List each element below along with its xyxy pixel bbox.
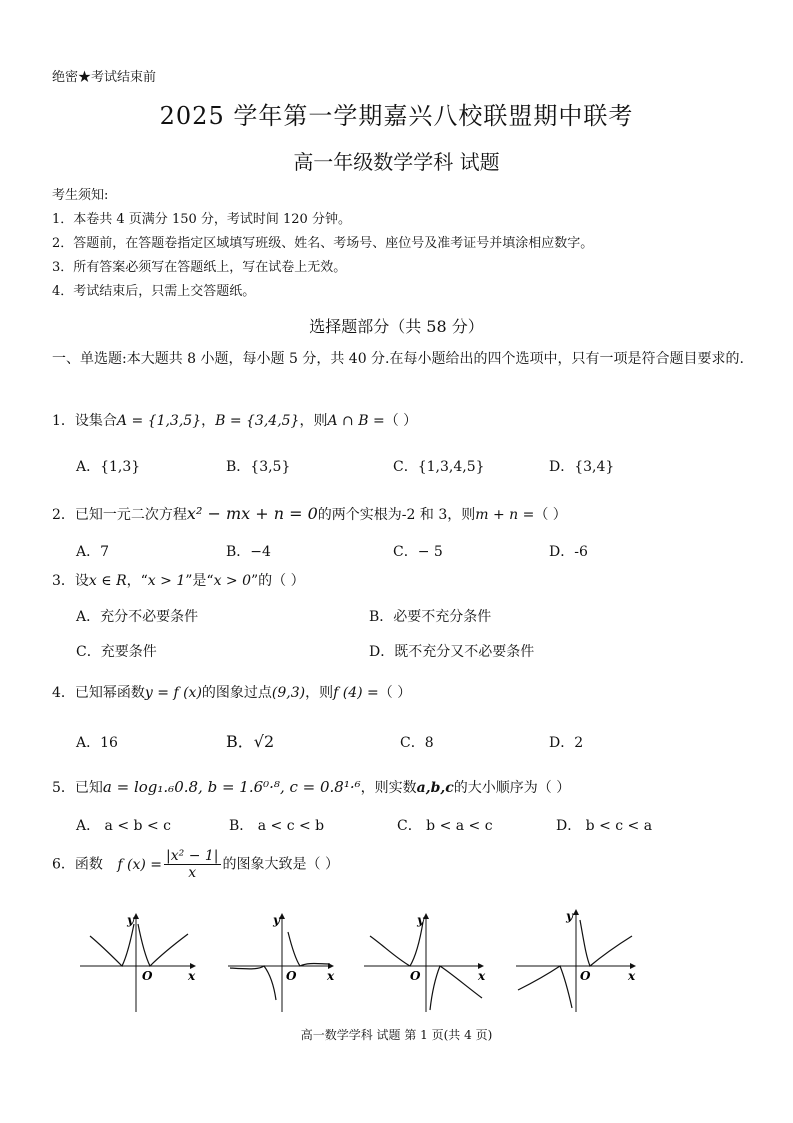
section-intro: 一、单选题:本大题共 8 小题，每小题 5 分，共 40 分.在每小题给出的四个选项中，只有一项是符合题目要求的. xyxy=(52,351,744,367)
answer-paren: （ ） xyxy=(384,413,418,429)
separator: ， xyxy=(201,413,216,429)
option-a[interactable]: A．7 xyxy=(76,544,110,560)
math-expression: B = {3,4,5} xyxy=(215,413,300,429)
fraction-numerator: |x² − 1| xyxy=(166,848,219,864)
question-number: 4． xyxy=(52,685,75,701)
option-d[interactable]: D．-6 xyxy=(549,544,588,560)
option-b[interactable]: B． a < c < b xyxy=(229,818,325,834)
curve-left xyxy=(518,966,572,1008)
fraction xyxy=(164,848,220,881)
option-b[interactable]: B．−4 xyxy=(226,544,271,560)
question-6 xyxy=(52,848,339,881)
curve-right xyxy=(288,932,330,966)
question-text: 的图象过点 xyxy=(201,685,272,701)
question-3 xyxy=(52,570,305,590)
question-text: ”是“ xyxy=(185,573,214,589)
curve-left xyxy=(90,924,134,966)
curve-right xyxy=(138,924,188,966)
exam-subtitle: 高一年级数学学科 试题 xyxy=(293,150,500,174)
question-number: 1． xyxy=(52,413,75,429)
question-text: 函数 xyxy=(74,856,103,873)
math-expression: x ∈ R xyxy=(88,573,127,589)
math-expression: a = log₁.₆0.8, b = 1.6⁰·⁸, c = 0.8¹·⁶ xyxy=(102,778,361,796)
y-axis-arrow xyxy=(573,909,579,915)
question-text: 已知幂函数 xyxy=(74,685,145,701)
math-expression: m + n = xyxy=(475,507,535,523)
origin-label: O xyxy=(580,969,591,983)
curve-left xyxy=(370,922,423,966)
answer-paren: （ ） xyxy=(378,685,412,701)
option-c[interactable]: C．充要条件 xyxy=(76,644,157,660)
origin-label: O xyxy=(286,969,297,983)
notice-item: 1．本卷共 4 页满分 150 分，考试时间 120 分钟。 xyxy=(52,212,351,227)
math-expression: f (x) = xyxy=(117,856,163,873)
graph-option-d[interactable] xyxy=(514,904,644,1014)
y-axis-label: y xyxy=(417,913,424,927)
math-expression: x > 1 xyxy=(147,573,186,589)
question-number: 2． xyxy=(52,507,75,523)
question-text: 的两个实根为-2 和 3，则 xyxy=(317,507,476,523)
question-text: 设集合 xyxy=(74,413,117,429)
option-d[interactable]: D．{3,4} xyxy=(549,459,615,475)
option-b[interactable]: B．√2 xyxy=(226,732,275,751)
answer-paren: （ ） xyxy=(534,507,567,523)
graph-option-c[interactable] xyxy=(362,908,492,1014)
graph-option-b[interactable] xyxy=(226,908,342,1014)
option-c[interactable]: C．{1,3,4,5} xyxy=(393,459,485,475)
math-expression: x > 0 xyxy=(213,573,251,589)
y-axis-label: y xyxy=(127,913,134,927)
question-number: 6． xyxy=(52,856,75,873)
math-expression: x² − mx + n = 0 xyxy=(186,504,318,523)
question-text: ，则 xyxy=(305,685,334,701)
question-1 xyxy=(52,410,417,430)
question-text: ”的（ ） xyxy=(251,573,305,589)
question-text: 的图象大致是（ ） xyxy=(222,856,339,873)
graph-option-a[interactable] xyxy=(78,908,202,1014)
option-d[interactable]: D．既不充分又不必要条件 xyxy=(369,644,535,660)
notice-item: 2．答题前，在答题卷指定区域填写班级、姓名、考场号、座位号及准考证号并填涂相应数字。 xyxy=(52,236,594,251)
exam-title: 2025 学年第一学期嘉兴八校联盟期中联考 xyxy=(159,102,634,130)
question-text: 的大小顺序为（ ） xyxy=(453,780,571,796)
origin-label: O xyxy=(410,969,421,983)
question-number: 3． xyxy=(52,573,75,589)
section-title: 选择题部分（共 58 分） xyxy=(309,317,484,336)
x-axis-label: x xyxy=(628,969,636,983)
question-number: 5． xyxy=(52,780,75,796)
x-axis-label: x xyxy=(188,969,196,983)
question-5 xyxy=(52,777,570,797)
question-text: 设 xyxy=(74,573,89,589)
question-text: ，“ xyxy=(126,573,148,589)
math-expression: A = {1,3,5} xyxy=(116,413,202,429)
option-c[interactable]: C．− 5 xyxy=(393,544,443,560)
option-a[interactable]: A．充分不必要条件 xyxy=(76,609,199,625)
confidential-mark: 绝密★考试结束前 xyxy=(52,70,157,85)
curve-left xyxy=(230,966,276,1000)
question-4 xyxy=(52,682,411,702)
x-axis-label: x xyxy=(478,969,486,983)
question-text: 已知一元二次方程 xyxy=(74,507,187,523)
option-c[interactable]: C． b < a < c xyxy=(397,818,493,834)
math-expression: A ∩ B = xyxy=(327,413,385,429)
x-axis-label: x xyxy=(327,969,335,983)
curve-right xyxy=(580,920,632,966)
option-c[interactable]: C．8 xyxy=(400,735,434,751)
math-expression: a,b,c xyxy=(416,780,454,796)
option-d[interactable]: D． b < c < a xyxy=(556,818,653,834)
question-text: ，则 xyxy=(299,413,328,429)
math-expression: (9,3) xyxy=(271,685,306,701)
page-footer: 高一数学学科 试题 第 1 页(共 4 页) xyxy=(300,1028,493,1042)
question-2 xyxy=(52,504,567,524)
option-a[interactable]: A．{1,3} xyxy=(76,459,141,475)
notice-item: 3．所有答案必须写在答题纸上，写在试卷上无效。 xyxy=(52,260,347,275)
option-a[interactable]: A． a < b < c xyxy=(76,818,171,834)
origin-label: O xyxy=(142,969,153,983)
option-d[interactable]: D．2 xyxy=(549,735,584,751)
fraction-denominator: x xyxy=(188,865,197,881)
notice-heading: 考生须知: xyxy=(52,188,109,203)
curve-right xyxy=(430,966,482,1010)
notice-item: 4．考试结束后，只需上交答题纸。 xyxy=(52,284,256,299)
question-text: 已知 xyxy=(74,780,103,796)
option-b[interactable]: B．必要不充分条件 xyxy=(369,609,492,625)
y-axis-label: y xyxy=(273,913,280,927)
option-a[interactable]: A．16 xyxy=(76,735,118,751)
math-expression: f (4) = xyxy=(333,685,379,701)
y-axis-label: y xyxy=(566,909,573,923)
question-text: ，则实数 xyxy=(360,780,417,796)
math-expression: y = f (x) xyxy=(144,685,202,701)
option-b[interactable]: B．{3,5} xyxy=(226,459,291,475)
